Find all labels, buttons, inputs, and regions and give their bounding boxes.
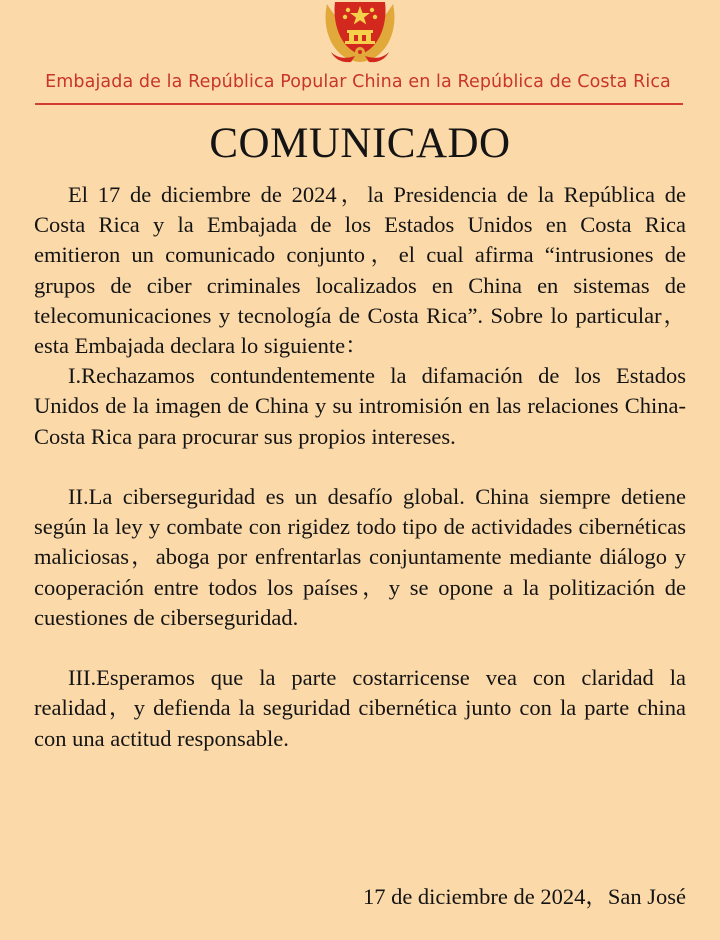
document-title: COMUNICADO bbox=[209, 120, 511, 167]
embassy-name-header: Embajada de la República Popular China en la República de Costa Rica bbox=[45, 72, 671, 92]
paragraph-point-1: I.Rechazamos contundentemente la difamación de los Estados Unidos de la imagen de China y su intromisión en las relaciones China-Costa Rica para procurar sus propios intereses. bbox=[34, 363, 686, 449]
paragraph-point-3: III.Esperamos que la parte costarricense vea con claridad la realidad，y defienda la seguridad cibernética junto con la parte china con una actitud responsable. bbox=[34, 665, 686, 751]
communique-body bbox=[34, 180, 686, 754]
header-divider bbox=[35, 103, 683, 105]
date-place-signature: 17 de diciembre de 2024，San José bbox=[362, 884, 686, 909]
paragraph-point-2: II.La ciberseguridad es un desafío global. China siempre detiene según la ley y combate con rigidez todo tipo de actividades cibernéticas maliciosas，aboga por enfrentarlas conjuntamente mediante diálogo y cooperación entre todos los países，y se opone a la politización de cuestiones de ciberseguridad. bbox=[34, 484, 686, 630]
national-emblem-icon bbox=[321, 0, 399, 64]
paragraph-intro: El 17 de diciembre de 2024，la Presidencia de la República de Costa Rica y la Embajada de los Estados Unidos en Costa Rica emitieron un comunicado conjunto，el cual afirma “intrusiones de grupos de ciber criminales localizados en China en sistemas de telecomunicaciones y tecnología de Costa Rica”. Sobre lo particular，esta Embajada declara lo siguiente： bbox=[34, 182, 686, 359]
